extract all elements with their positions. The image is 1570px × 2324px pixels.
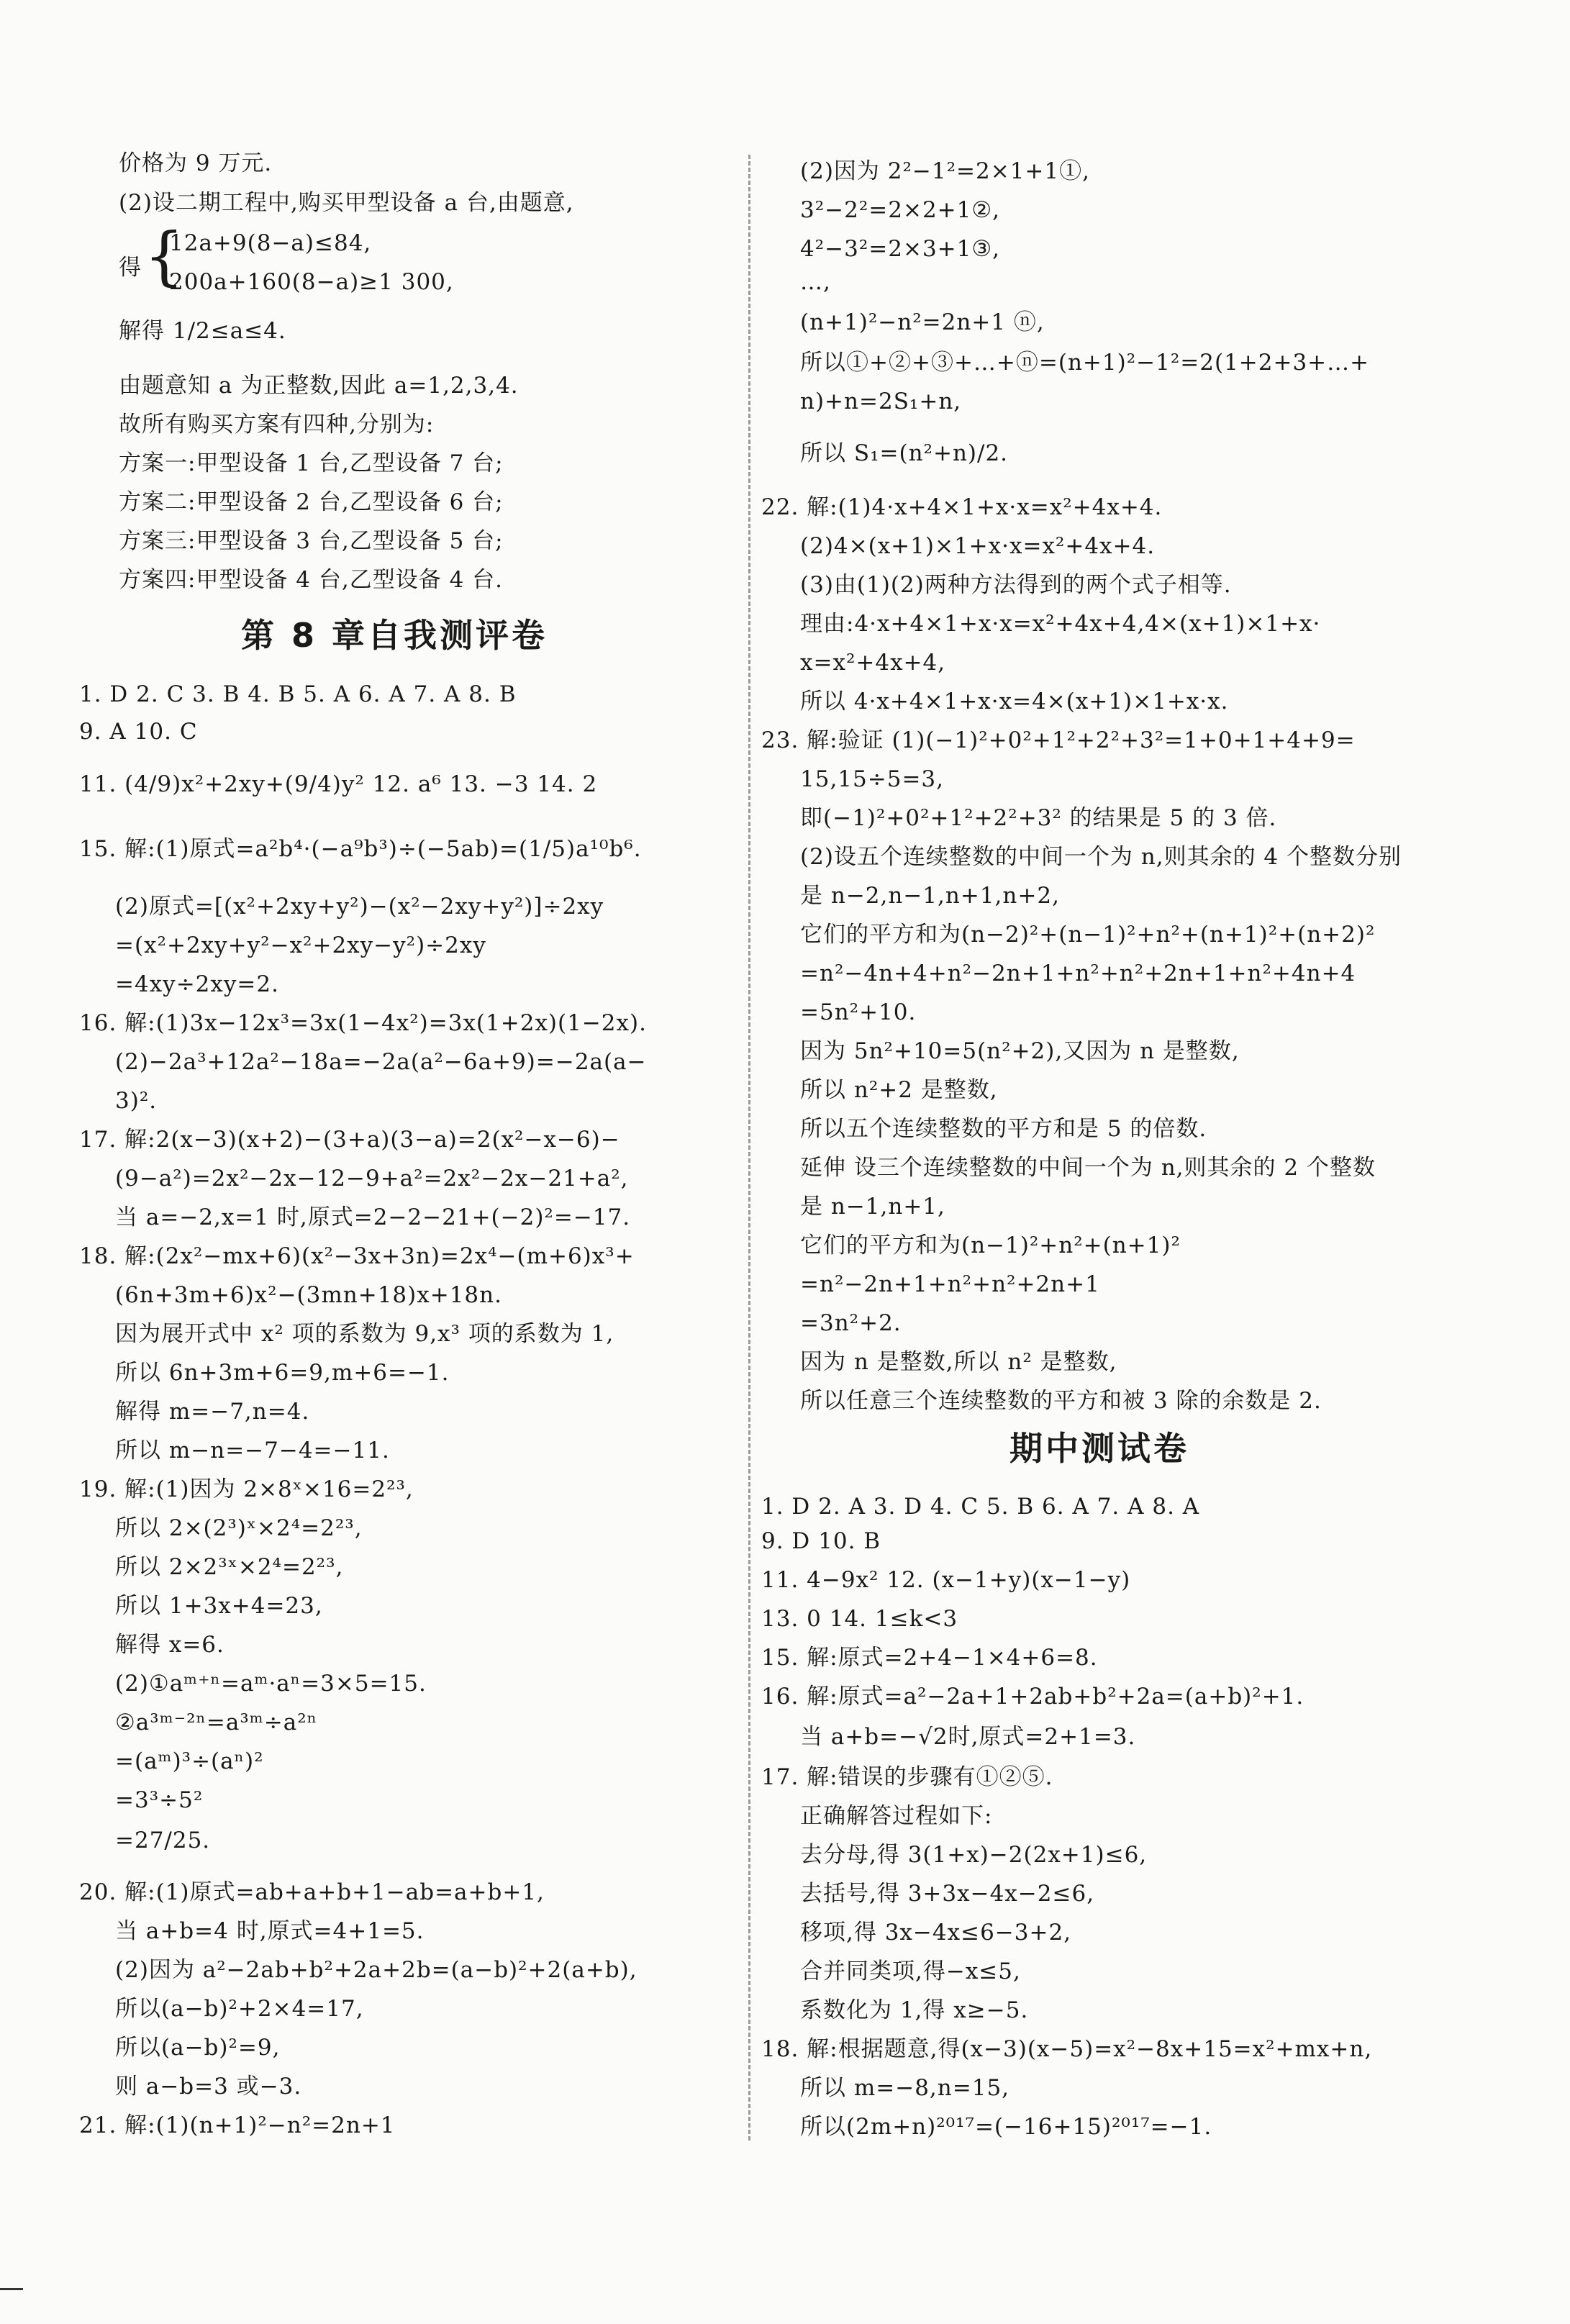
answer-line: 去分母,得 3(1+x)−2(2x+1)≤6, (800, 1842, 1148, 1868)
answer-line: 所以(a−b)²=9, (115, 2035, 281, 2061)
answer-line: 所以五个连续整数的平方和是 5 的倍数. (800, 1116, 1207, 1142)
answer-line: 18. 解:根据题意,得(x−3)(x−5)=x²−8x+15=x²+mx+n, (761, 2036, 1373, 2062)
answer-line: 当 a+b=−√2时,原式=2+1=3. (800, 1724, 1136, 1750)
answer-line: 所以 1+3x+4=23, (115, 1593, 323, 1619)
answer-line: 所以 2×2³ˣ×2⁴=2²³, (115, 1554, 344, 1580)
answer-line: 18. 解:(2x²−mx+6)(x²−3x+3n)=2x⁴−(m+6)x³+ (79, 1243, 635, 1269)
answer-line: =27/25. (115, 1828, 211, 1853)
answer-line: 3)². (115, 1088, 158, 1114)
answer-line: 当 a+b=4 时,原式=4+1=5. (115, 1918, 425, 1944)
answer-line: (2)因为 a²−2ab+b²+2a+2b=(a−b)²+2(a+b), (115, 1957, 637, 1983)
text-line: 3²−2²=2×2+1②, (800, 197, 1001, 223)
answer-line: 16. 解:(1)3x−12x³=3x(1−4x²)=3x(1+2x)(1−2x). (79, 1010, 647, 1036)
answer-line: 系数化为 1,得 x≥−5. (800, 1997, 1029, 2023)
text-line: 方案三:甲型设备 3 台,乙型设备 5 台; (119, 528, 504, 554)
equation-line: 200a+160(8−a)≥1 300, (169, 269, 454, 295)
answer-line: 13. 0 14. 1≤k<3 (761, 1606, 958, 1632)
answer-line: 所以 2×(2³)ˣ×2⁴=2²³, (115, 1515, 363, 1541)
text-line: 解得 1/2≤a≤4. (119, 318, 286, 344)
answer-line: =n²−2n+1+n²+n²+2n+1 (800, 1271, 1100, 1297)
answer-line: (3)由(1)(2)两种方法得到的两个式子相等. (800, 572, 1232, 598)
answer-line: 所以任意三个连续整数的平方和被 3 除的余数是 2. (800, 1388, 1322, 1414)
answer-line: 23. 解:验证 (1)(−1)²+0²+1²+2²+3²=1+0+1+4+9= (761, 727, 1356, 753)
answer-line: 所以 4·x+4×1+x·x=4×(x+1)×1+x·x. (800, 689, 1229, 714)
answer-line: (2)4×(x+1)×1+x·x=x²+4x+4. (800, 533, 1156, 559)
text-line: 所以 S₁=(n²+n)/2. (800, 440, 1009, 466)
answer-line: 15,15÷5=3, (800, 766, 944, 792)
answer-line: (2)−2a³+12a²−18a=−2a(a²−6a+9)=−2a(a− (115, 1049, 647, 1075)
answer-line: 所以(2m+n)²⁰¹⁷=(−16+15)²⁰¹⁷=−1. (800, 2114, 1212, 2140)
text-line: 4²−3²=2×3+1③, (800, 236, 1001, 262)
answer-line: =3n²+2. (800, 1310, 902, 1336)
answer-line: 9. D 10. B (761, 1528, 881, 1554)
answer-line: 9. A 10. C (79, 719, 198, 745)
answer-line: 解得 m=−7,n=4. (115, 1399, 310, 1425)
page-corner-mark (0, 2288, 23, 2290)
answer-line: 因为 5n²+10=5(n²+2),又因为 n 是整数, (800, 1038, 1240, 1064)
text-line: 故所有购买方案有四种,分别为: (119, 412, 435, 437)
text-line: (n+1)²−n²=2n+1 ⓝ, (800, 309, 1045, 335)
text-line: 方案一:甲型设备 1 台,乙型设备 7 台; (119, 450, 504, 476)
answer-line: 22. 解:(1)4·x+4×1+x·x=x²+4x+4. (761, 494, 1163, 520)
answer-line: 去括号,得 3+3x−4x−2≤6, (800, 1881, 1095, 1907)
answer-line: (9−a²)=2x²−2x−12−9+a²=2x²−2x−21+a², (115, 1166, 629, 1191)
answer-line: =3³÷5² (115, 1787, 204, 1813)
answer-line: 20. 解:(1)原式=ab+a+b+1−ab=a+b+1, (79, 1879, 545, 1905)
answer-line: 所以 m=−8,n=15, (800, 2075, 1010, 2101)
answer-line: 所以(a−b)²+2×4=17, (115, 1996, 364, 2022)
text-line: 价格为 9 万元. (119, 150, 273, 176)
answer-line: 21. 解:(1)(n+1)²−n²=2n+1 (79, 2112, 396, 2138)
text-line: …, (800, 269, 831, 295)
text-line: (2)设二期工程中,购买甲型设备 a 台,由题意, (119, 190, 574, 216)
text-line: 方案二:甲型设备 2 台,乙型设备 6 台; (119, 489, 504, 515)
text-line: (2)因为 2²−1²=2×1+1①, (800, 158, 1090, 184)
answer-line: =(x²+2xy+y²−x²+2xy−y²)÷2xy (115, 932, 486, 958)
answer-line: 11. (4/9)x²+2xy+(9/4)y² 12. a⁶ 13. −3 14. 2 (79, 771, 598, 797)
answer-line: ②a³ᵐ⁻²ⁿ=a³ᵐ÷a²ⁿ (115, 1710, 318, 1735)
text-line: 由题意知 a 为正整数,因此 a=1,2,3,4. (119, 373, 519, 399)
equation-line: 12a+9(8−a)≤84, (169, 230, 372, 256)
column-divider (748, 155, 750, 2141)
answer-line: 所以 n²+2 是整数, (800, 1077, 998, 1103)
answer-line: (2)设五个连续整数的中间一个为 n,则其余的 4 个整数分别 (800, 844, 1402, 870)
answer-line: 解得 x=6. (115, 1632, 224, 1658)
answer-line: 延伸 设三个连续整数的中间一个为 n,则其余的 2 个整数 (800, 1155, 1376, 1181)
answer-line: =n²−4n+4+n²−2n+1+n²+n²+2n+1+n²+4n+4 (800, 961, 1356, 986)
section-title: 期中测试卷 (1009, 1429, 1189, 1468)
answer-line: (2)①aᵐ⁺ⁿ=aᵐ·aⁿ=3×5=15. (115, 1671, 427, 1697)
answer-line: 它们的平方和为(n−2)²+(n−1)²+n²+(n+1)²+(n+2)² (800, 922, 1376, 948)
answer-line: 16. 解:原式=a²−2a+1+2ab+b²+2a=(a+b)²+1. (761, 1684, 1304, 1710)
answer-line: 当 a=−2,x=1 时,原式=2−2−21+(−2)²=−17. (115, 1204, 631, 1230)
answer-line: 正确解答过程如下: (800, 1803, 993, 1829)
answer-line: 19. 解:(1)因为 2×8ˣ×16=2²³, (79, 1476, 414, 1502)
answer-line: 11. 4−9x² 12. (x−1+y)(x−1−y) (761, 1567, 1131, 1593)
system-brace: { (144, 219, 184, 293)
answer-line: 1. D 2. C 3. B 4. B 5. A 6. A 7. A 8. B (79, 681, 517, 707)
answer-line: 所以 6n+3m+6=9,m+6=−1. (115, 1360, 450, 1386)
answer-line: 所以 m−n=−7−4=−11. (115, 1438, 390, 1463)
answer-line: (6n+3m+6)x²−(3mn+18)x+18n. (115, 1282, 502, 1308)
answer-line: 即(−1)²+0²+1²+2²+3² 的结果是 5 的 3 倍. (800, 805, 1277, 831)
answer-line: 17. 解:错误的步骤有①②⑤. (761, 1764, 1053, 1790)
answer-line: =(aᵐ)³÷(aⁿ)² (115, 1748, 264, 1774)
text-line: 方案四:甲型设备 4 台,乙型设备 4 台. (119, 567, 504, 593)
section-title: 第 8 章自我测评卷 (241, 616, 548, 655)
answer-line: 因为 n 是整数,所以 n² 是整数, (800, 1349, 1117, 1375)
answer-line: (2)原式=[(x²+2xy+y²)−(x²−2xy+y²)]÷2xy (115, 894, 604, 920)
text-line: 得 (119, 255, 142, 281)
answer-line: 理由:4·x+4×1+x·x=x²+4x+4,4×(x+1)×1+x· (800, 611, 1321, 637)
answer-line: =5n²+10. (800, 999, 917, 1025)
answer-line: =4xy÷2xy=2. (115, 971, 279, 997)
answer-line: 因为展开式中 x² 项的系数为 9,x³ 项的系数为 1, (115, 1321, 614, 1347)
answer-line: 15. 解:原式=2+4−1×4+6=8. (761, 1645, 1098, 1671)
answer-line: 合并同类项,得−x≤5, (800, 1958, 1021, 1984)
answer-line: 则 a−b=3 或−3. (115, 2074, 302, 2100)
answer-line: 它们的平方和为(n−1)²+n²+(n+1)² (800, 1233, 1181, 1258)
text-line: 所以①+②+③+…+ⓝ=(n+1)²−1²=2(1+2+3+…+ (800, 350, 1370, 376)
answer-line: 是 n−2,n−1,n+1,n+2, (800, 883, 1060, 909)
answer-line: x=x²+4x+4, (800, 650, 946, 676)
answer-line: 15. 解:(1)原式=a²b⁴·(−a⁹b³)÷(−5ab)=(1/5)a¹⁰b⁶. (79, 836, 642, 862)
answer-line: 1. D 2. A 3. D 4. C 5. B 6. A 7. A 8. A (761, 1494, 1200, 1520)
answer-line: 移项,得 3x−4x≤6−3+2, (800, 1920, 1072, 1946)
text-line: n)+n=2S₁+n, (800, 389, 962, 414)
answer-line: 是 n−1,n+1, (800, 1194, 945, 1220)
answer-line: 17. 解:2(x−3)(x+2)−(3+a)(3−a)=2(x²−x−6)− (79, 1127, 620, 1153)
